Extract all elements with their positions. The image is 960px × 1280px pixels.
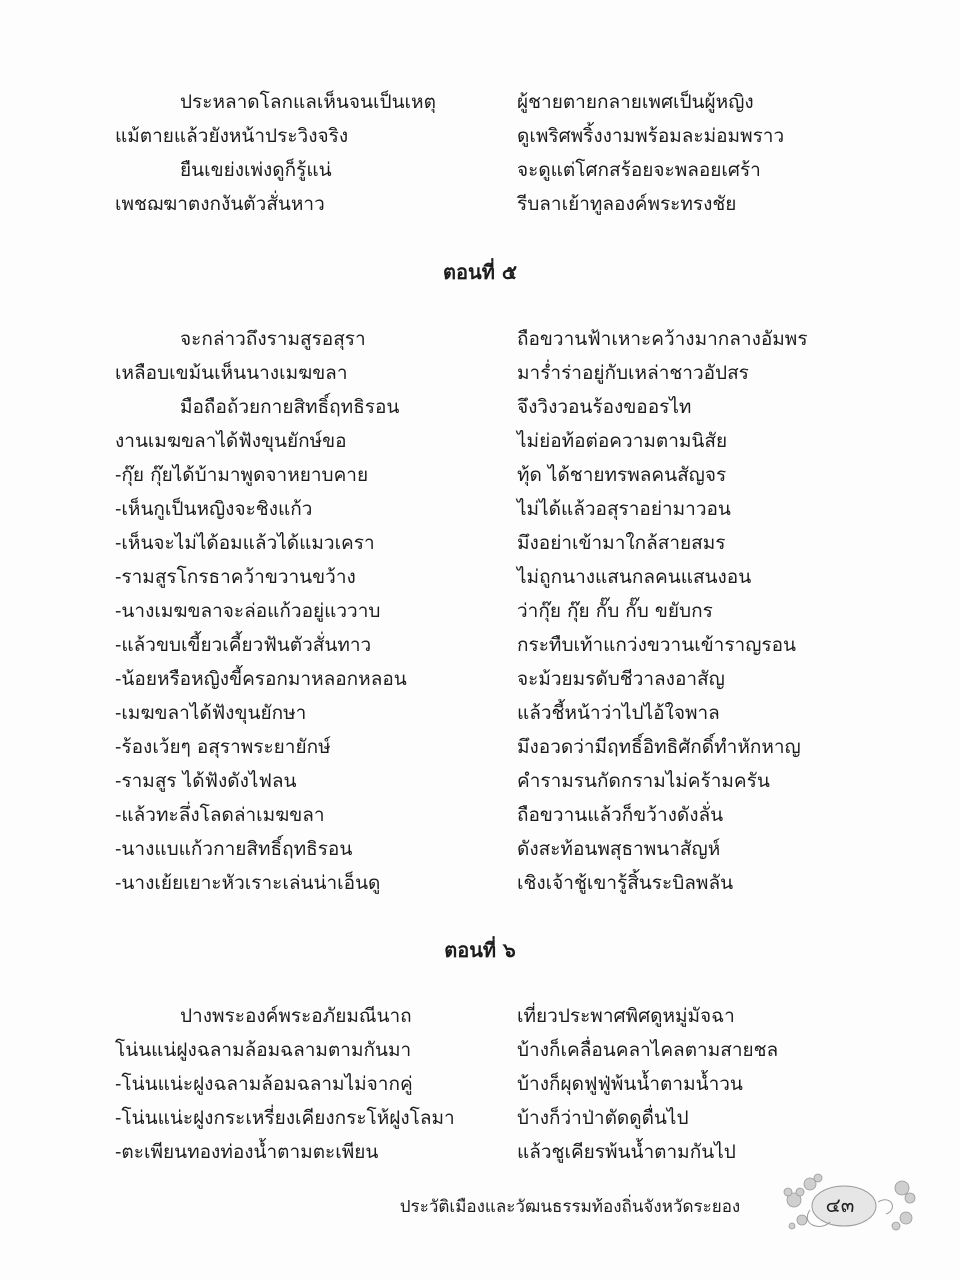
verse-left: -กุ๊ย กุ๊ยได้บ้ามาพูดจาหยาบคาย (115, 464, 369, 486)
verse-left: -รามสูรโกรธาคว้าขวานขว้าง (115, 566, 356, 588)
verse-left: -แล้วทะลึ่งโลดล่าเมฆขลา (115, 804, 325, 826)
verse-left: แม้ตายแล้วยังหน้าประวิงจริง (115, 125, 349, 147)
verse-right: บ้างก็เคลื่อนคลาไคลตามสายชล (517, 1039, 779, 1061)
verse-left: -แล้วขบเขี้ยวเคี้ยวฟันตัวสั่นทาว (115, 634, 372, 656)
verse-left: ยืนเขย่งเพ่งดูก็รู้แน่ (180, 159, 332, 181)
verse-right: มึงอวดว่ามีฤทธิ์อิทธิศักดิ์ทำหักหาญ (517, 736, 801, 758)
verse-right: คำรามรนกัดกรามไม่คร้ามครัน (517, 770, 770, 792)
verse-right: แล้วชูเคียรพ้นน้ำตามกันไป (517, 1141, 736, 1163)
verse-left: เหลือบเขม้นเห็นนางเมฆขลา (115, 362, 348, 384)
verse-left: -โน่นแน่ะฝูงฉลามล้อมฉลามไม่จากคู่ (115, 1073, 413, 1095)
verse-right: ว่ากุ๊ย กุ๊ย กั๊บ กั๊บ ขยับกร (517, 600, 713, 622)
verse-left: -เห็นจะไม่ได้อมแล้วได้แมวเครา (115, 532, 375, 554)
verse-right: มาร่ำร่าอยู่กับเหล่าชาวอัปสร (517, 362, 749, 384)
verse-right: รีบลาเย้าทูลองค์พระทรงชัย (517, 193, 737, 215)
verse-right: บ้างก็ผุดฟูฟู่พ้นน้ำตามน้ำวน (517, 1073, 743, 1095)
verse-left: ประหลาดโลกแลเห็นจนเป็นเหตุ (180, 91, 436, 113)
page-number: ๔๓ (825, 1193, 855, 1217)
verse-right: เชิงเจ้าชู้เขารู้สิ้นระบิลพลัน (517, 872, 734, 894)
verse-left: -ร้องเว้ยๆ อสุราพระยายักษ์ (115, 736, 331, 758)
verse-left: -รามสูร ได้ฟังดังไฟลน (115, 770, 297, 792)
verse-right: ดังสะท้อนพสุธาพนาสัญห์ (517, 838, 721, 860)
verse-right: ไม่ย่อท้อต่อความตามนิสัย (517, 430, 728, 452)
verse-right: จะม้วยมรดับชีวาลงอาสัญ (517, 668, 725, 690)
verse-right: ถือขวานฟ้าเหาะคว้างมากลางอัมพร (517, 328, 808, 350)
verse-right: ผู้ชายตายกลายเพศเป็นผู้หญิง (517, 91, 754, 113)
verse-left: -เห็นกูเป็นหญิงจะชิงแก้ว (115, 498, 313, 520)
verse-left: งานเมฆขลาได้ฟังขุนยักษ์ขอ (115, 430, 347, 452)
verse-right: แล้วชี้หน้าว่าไปไอ้ใจพาล (517, 702, 720, 724)
footer-book-title: ประวัติเมืองและวัฒนธรรมท้องถิ่นจังหวัดระยอง (399, 1197, 741, 1217)
verse-right: จึงวิงวอนร้องขออรไท (517, 396, 692, 418)
verse-right: ไม่ได้แล้วอสุราอย่ามาวอน (517, 498, 731, 520)
verse-left: -น้อยหรือหญิงขี้ครอกมาหลอกหลอน (115, 668, 407, 690)
verse-left: โน่นแน่ฝูงฉลามล้อมฉลามตามกันมา (115, 1039, 412, 1061)
verse-left: -นางเย้ยเยาะหัวเราะเล่นน่าเอ็นดู (115, 872, 381, 894)
verse-left: ปางพระองค์พระอภัยมณีนาถ (180, 1005, 412, 1027)
section-5-heading: ตอนที่ ๕ (443, 260, 517, 284)
verse-right: เที่ยวประพาศพิศดูหมู่มัจฉา (517, 1005, 735, 1027)
verse-left: -นางเมฆขลาจะล่อแก้วอยู่แววาบ (115, 600, 381, 622)
section-6-heading: ตอนที่ ๖ (444, 938, 516, 962)
verse-right: จะดูแต่โศกสร้อยจะพลอยเศร้า (517, 159, 761, 181)
verse-left: -เมฆขลาได้ฟังขุนยักษา (115, 702, 307, 724)
verse-right: ทุ้ด ได้ชายทรพลคนสัญจร (517, 464, 727, 486)
verse-left: มือถือถ้วยกายสิทธิ์ฤทธิรอน (180, 396, 400, 418)
verse-left: -โน่นแน่ะฝูงกระเหรี่ยงเคียงกระโห้ฝูงโลมา (115, 1107, 455, 1129)
verse-left: -ตะเพียนทองท่องน้ำตามตะเพียน (115, 1141, 379, 1163)
verse-right: มึงอย่าเข้ามาใกล้สายสมร (517, 532, 726, 554)
verse-right: กระทืบเท้าแกว่งขวานเข้าราญรอน (517, 634, 797, 656)
verse-right: บ้างก็ว่าป่าตัดดูดื่นไป (517, 1107, 689, 1129)
verse-right: ดูเพริศพริ้งงามพร้อมละม่อมพราว (517, 125, 785, 147)
verse-right: ถือขวานแล้วก็ขว้างดังลั่น (517, 804, 724, 826)
verse-left: -นางแบแก้วกายสิทธิ์ฤทธิรอน (115, 838, 353, 860)
verse-left: เพชฌฆาตงกงันตัวสั่นหาว (115, 193, 325, 215)
verse-left: จะกล่าวถึงรามสูรอสุรา (180, 328, 366, 350)
verse-right: ไม่ถูกนางแสนกลคนแสนงอน (517, 566, 752, 588)
